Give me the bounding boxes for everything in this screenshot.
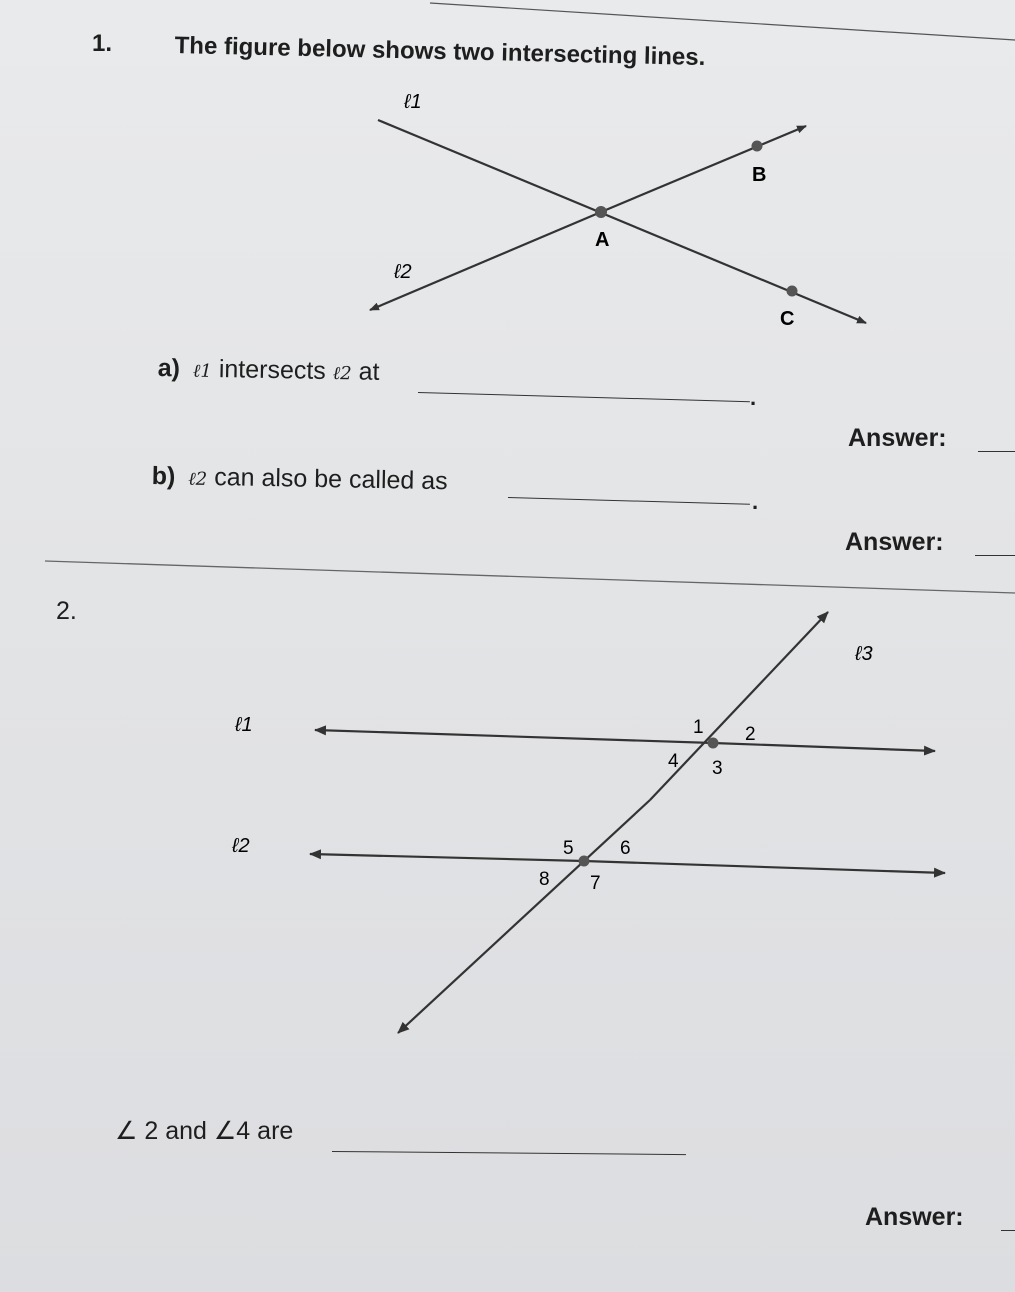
angle-5: 5 (563, 838, 574, 859)
part-a-text-end: at (358, 357, 380, 386)
prompt-conj: and (165, 1117, 207, 1145)
line-l1-left (315, 730, 713, 743)
angle-4: 4 (668, 751, 679, 772)
question-2-prompt (115, 1116, 293, 1146)
angle-3: 3 (712, 758, 723, 779)
part-b-period: . (752, 489, 759, 514)
part-b-text: can also be called as (213, 463, 448, 496)
intersection-l1-l3 (708, 738, 719, 749)
line-l3-down (398, 800, 650, 1033)
angle-b-label: ∠4 (213, 1117, 251, 1145)
question-1-number: 1. (92, 30, 113, 57)
intersection-l2-l3 (579, 856, 590, 867)
label-l2: ℓ2 (232, 835, 250, 857)
question-2-blank[interactable] (332, 1151, 686, 1155)
prompt-tail: are (257, 1117, 294, 1145)
part-a-line1: ℓ1 (192, 360, 213, 382)
part-b-letter: b) (151, 462, 176, 491)
label-l3: ℓ3 (855, 643, 873, 665)
angle-1: 1 (693, 717, 704, 738)
line-l2-left (310, 854, 584, 861)
label-l1: ℓ1 (404, 91, 422, 113)
part-a-period: . (750, 385, 757, 410)
label-l1: ℓ1 (235, 714, 253, 736)
part-b-line: ℓ2 (188, 468, 208, 490)
angle-7: 7 (590, 873, 601, 894)
part-a-text-mid: intersects (218, 355, 327, 385)
part-a-answer-label: Answer: (848, 424, 947, 452)
question-2-answer-blank[interactable] (1001, 1230, 1015, 1231)
question-2-answer-label: Answer: (865, 1203, 964, 1231)
part-b-answer-label: Answer: (845, 528, 944, 556)
question-1-prompt: The figure below shows two intersecting lines. (174, 32, 706, 72)
angle-a-label: ∠ 2 (115, 1117, 159, 1145)
line-l2-right (584, 861, 945, 873)
angle-6: 6 (620, 838, 631, 859)
label-c: C (780, 308, 795, 330)
part-a-line2: ℓ2 (332, 363, 352, 385)
question-2-number: 2. (56, 597, 77, 625)
label-l2: ℓ2 (394, 261, 412, 283)
angle-8: 8 (539, 869, 550, 890)
label-b: B (752, 164, 767, 186)
label-a: A (595, 229, 610, 251)
part-a-letter: a) (157, 354, 181, 383)
angle-2: 2 (745, 724, 756, 745)
